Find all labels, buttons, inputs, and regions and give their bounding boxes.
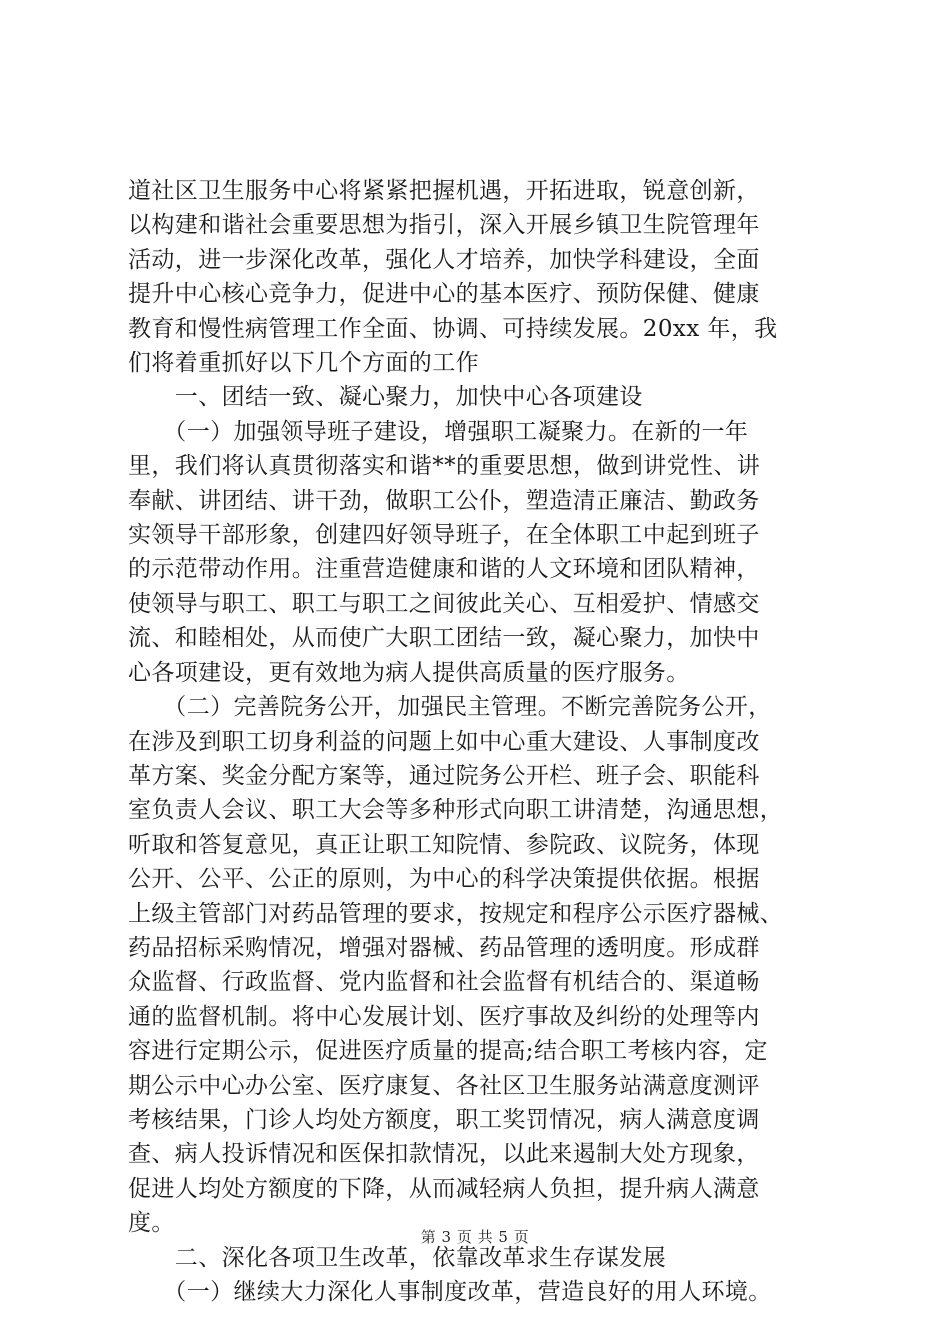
text-line: （一）加强领导班子建设，增强职工凝聚力。在新的一年 — [128, 418, 749, 445]
text-line: 度。 — [128, 1210, 175, 1237]
text-line: 实领导干部形象，创建四好领导班子，在全体职工中起到班子 — [128, 522, 760, 549]
text-line: 考核结果，门诊人均处方额度，职工奖罚情况，病人满意度调 — [128, 1106, 760, 1133]
text-line: 使领导与职工、职工与职工之间彼此关心、互相爱护、情感交 — [128, 590, 760, 617]
text-line: 在涉及到职工切身利益的问题上如中心重大建设、人事制度改 — [128, 728, 760, 755]
text-line: 的示范带动作用。注重营造健康和谐的人文环境和团队精神， — [128, 556, 760, 583]
section-heading-1: 一、团结一致、凝心聚力，加快中心各项建设 — [128, 384, 643, 411]
text-line: 里，我们将认真贯彻落实和谐**的重要思想，做到讲党性、讲 — [128, 453, 761, 480]
text-line: 公开、公平、公正的原则，为中心的科学决策提供依据。根据 — [128, 866, 760, 893]
text-line: 教育和慢性病管理工作全面、协调、可持续发展。20xx 年，我 — [128, 315, 778, 342]
text-line: 查、病人投诉情况和医保扣款情况，以此来遏制大处方现象， — [128, 1141, 760, 1168]
text-line: 活动，进一步深化改革，强化人才培养，加快学科建设，全面 — [128, 246, 760, 273]
document-body — [128, 174, 848, 1309]
text-line: 奉献、讲团结、讲干劲，做职工公仆，塑造清正廉洁、勤政务 — [128, 487, 760, 514]
text-line: 心各项建设，更有效地为病人提供高质量的医疗服务。 — [128, 659, 690, 686]
text-line: 室负责人会议、职工大会等多种形式向职工讲清楚，沟通思想， — [128, 797, 784, 824]
text-line: 听取和答复意见，真正让职工知院情、参院政、议院务，体现 — [128, 831, 760, 858]
text-line: 们将着重抓好以下几个方面的工作 — [128, 350, 479, 377]
text-line: （二）完善院务公开，加强民主管理。不断完善院务公开， — [128, 694, 772, 721]
page-number-footer: 第 3 页 共 5 页 — [420, 1228, 530, 1246]
text-line: 上级主管部门对药品管理的要求，按规定和程序公示医疗器械、 — [128, 900, 784, 927]
text-line: 期公示中心办公室、医疗康复、各社区卫生服务站满意度测评 — [128, 1072, 760, 1099]
text-line: 革方案、奖金分配方案等，通过院务公开栏、班子会、职能科 — [128, 762, 760, 789]
text-line: 以构建和谐社会重要思想为指引，深入开展乡镇卫生院管理年 — [128, 212, 760, 239]
section-heading-2: 二、深化各项卫生改革，依靠改革求生存谋发展 — [128, 1244, 667, 1271]
text-line: 提升中心核心竞争力，促进中心的基本医疗、预防保健、健康 — [128, 281, 760, 308]
text-line: 通的监督机制。将中心发展计划、医疗事故及纠纷的处理等内 — [128, 1003, 760, 1030]
text-line: 道社区卫生服务中心将紧紧把握机遇，开拓进取，锐意创新， — [128, 178, 760, 204]
text-line: （一）继续大力深化人事制度改革，营造良好的用人环境。 — [128, 1279, 772, 1305]
text-line: 容进行定期公示，促进医疗质量的提高;结合职工考核内容，定 — [128, 1038, 768, 1065]
text-line: 众监督、行政监督、党内监督和社会监督有机结合的、渠道畅 — [128, 969, 760, 996]
text-line: 促进人均处方额度的下降，从而减轻病人负担，提升病人满意 — [128, 1175, 760, 1202]
text-line: 药品招标采购情况，增强对器械、药品管理的透明度。形成群 — [128, 934, 760, 961]
text-line: 流、和睦相处，从而使广大职工团结一致，凝心聚力，加快中 — [128, 625, 760, 652]
